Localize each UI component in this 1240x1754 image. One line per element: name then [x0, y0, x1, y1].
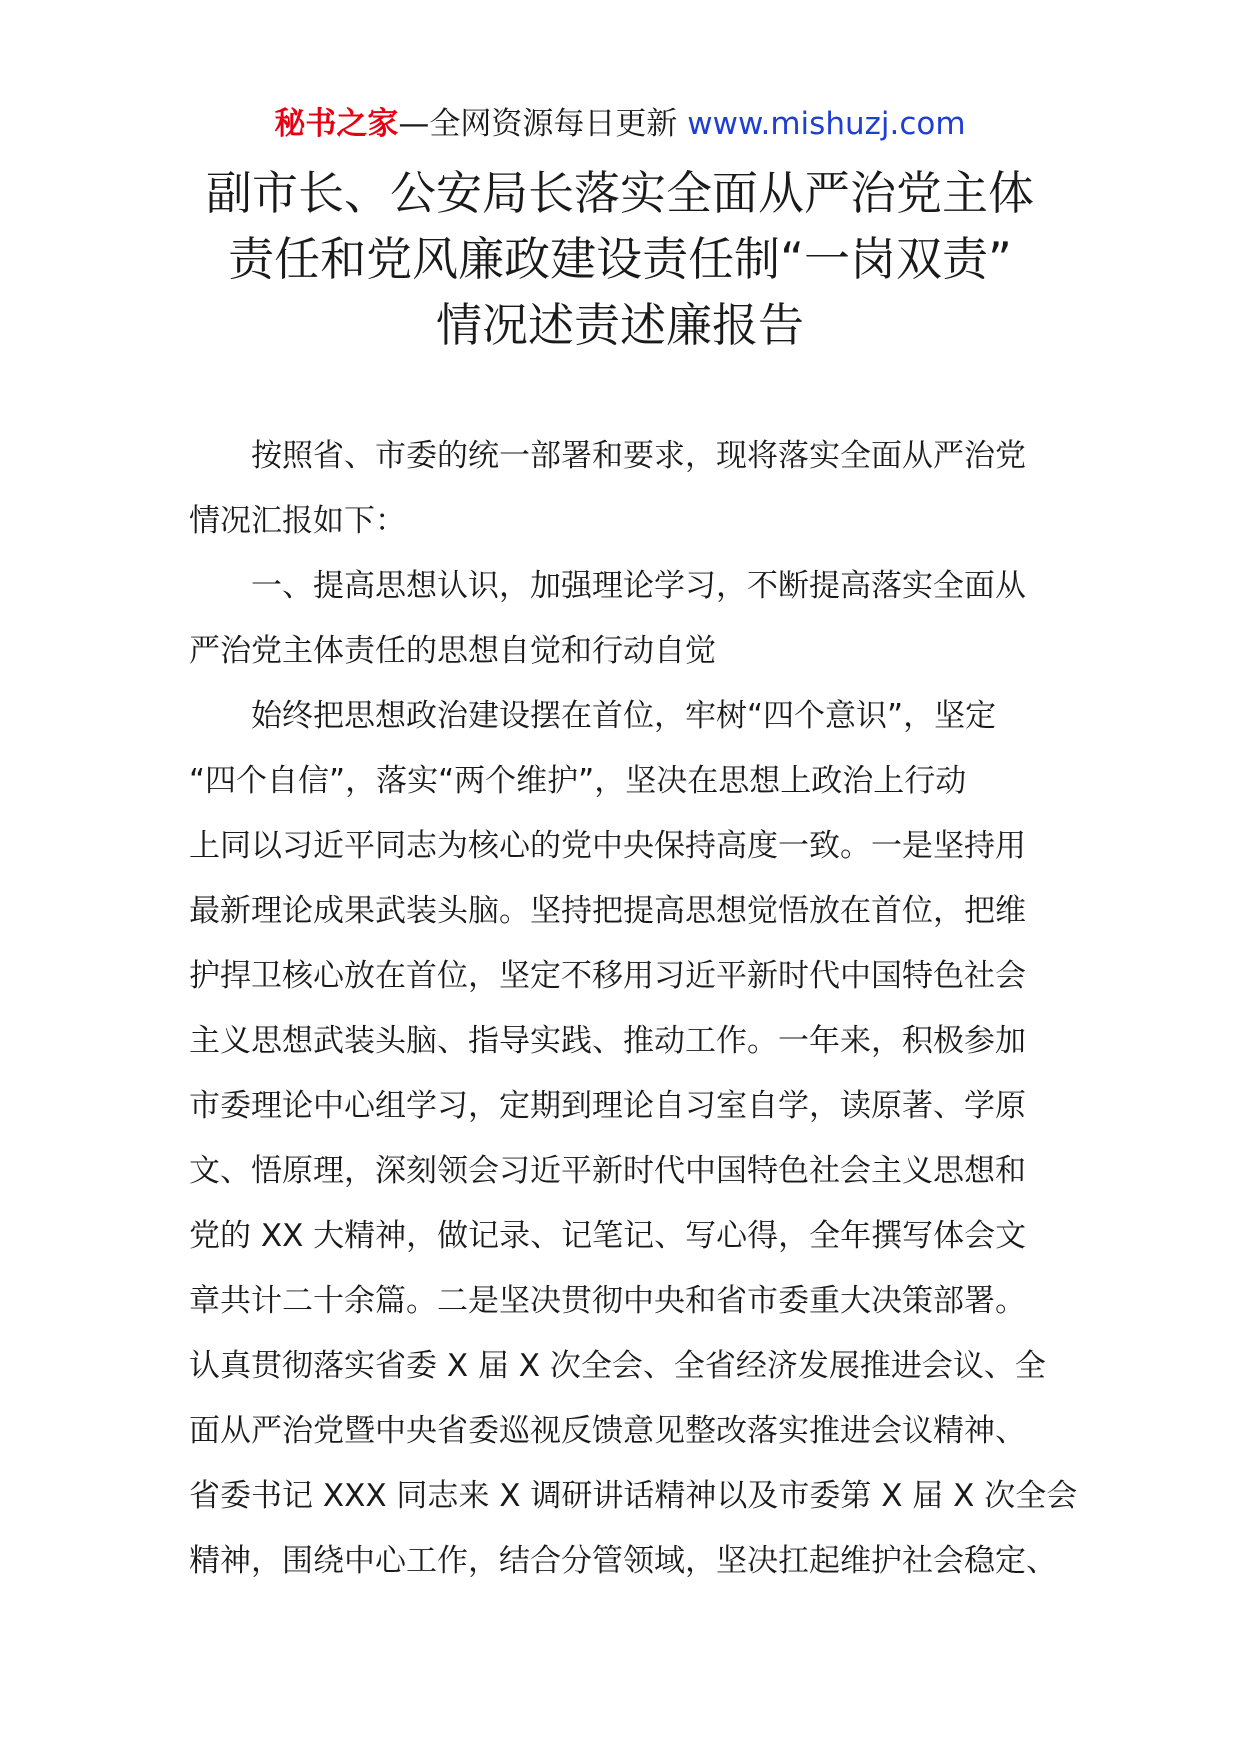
body-line: 主义思想武装头脑、指导实践、推动工作。一年来，积极参加 [189, 1023, 1026, 1059]
header-tagline: —全网资源每日更新 [398, 106, 688, 142]
body-line: 按照省、市委的统一部署和要求，现将落实全面从严治党 [251, 438, 1026, 474]
brand-name: 秘书之家 [274, 106, 399, 142]
body-line: “四个自信”，落实“两个维护”，坚决在思想上政治上行动 [189, 763, 967, 799]
body-line: 市委理论中心组学习，定期到理论自习室自学，读原著、学原 [189, 1088, 1026, 1124]
body-line: 省委书记 XXX 同志来 X 调研讲话精神以及市委第 X 届 X 次全会 [189, 1478, 1078, 1514]
body-line: 上同以习近平同志为核心的党中央保持高度一致。一是坚持用 [189, 828, 1026, 864]
title-line-3: 情况述责述廉报告 [436, 298, 804, 352]
body-line: 最新理论成果武装头脑。坚持把提高思想觉悟放在首位，把维 [189, 893, 1026, 929]
body-line: 始终把思想政治建设摆在首位，牢树“四个意识”，坚定 [251, 698, 997, 734]
title-line-1: 副市长、公安局长落实全面从严治党主体 [206, 166, 1034, 220]
title-line-2: 责任和党风廉政建设责任制“一岗双责” [228, 232, 1012, 286]
body-line: 章共计二十余篇。二是坚决贯彻中央和省市委重大决策部署。 [189, 1283, 1026, 1319]
body-line: 护捍卫核心放在首位，坚定不移用习近平新时代中国特色社会 [189, 958, 1026, 994]
body-line: 认真贯彻落实省委 X 届 X 次全会、全省经济发展推进会议、全 [189, 1348, 1046, 1384]
body-line: 党的 XX 大精神，做记录、记笔记、写心得，全年撰写体会文 [189, 1218, 1027, 1254]
site-header [0, 104, 1240, 144]
body-line: 情况汇报如下： [189, 503, 406, 539]
document-body [189, 424, 1078, 1594]
body-line: 面从严治党暨中央省委巡视反馈意见整改落实推进会议精神、 [189, 1413, 1026, 1449]
body-line: 文、悟原理，深刻领会习近平新时代中国特色社会主义思想和 [189, 1153, 1026, 1189]
section-heading-line: 一、提高思想认识，加强理论学习，不断提高落实全面从 [251, 568, 1026, 604]
site-url-link[interactable]: www.mishuzj.com [687, 106, 966, 142]
document-title [0, 160, 1240, 358]
body-line: 精神，围绕中心工作，结合分管领域，坚决扛起维护社会稳定、 [189, 1543, 1057, 1579]
section-heading-line: 严治党主体责任的思想自觉和行动自觉 [189, 633, 716, 669]
